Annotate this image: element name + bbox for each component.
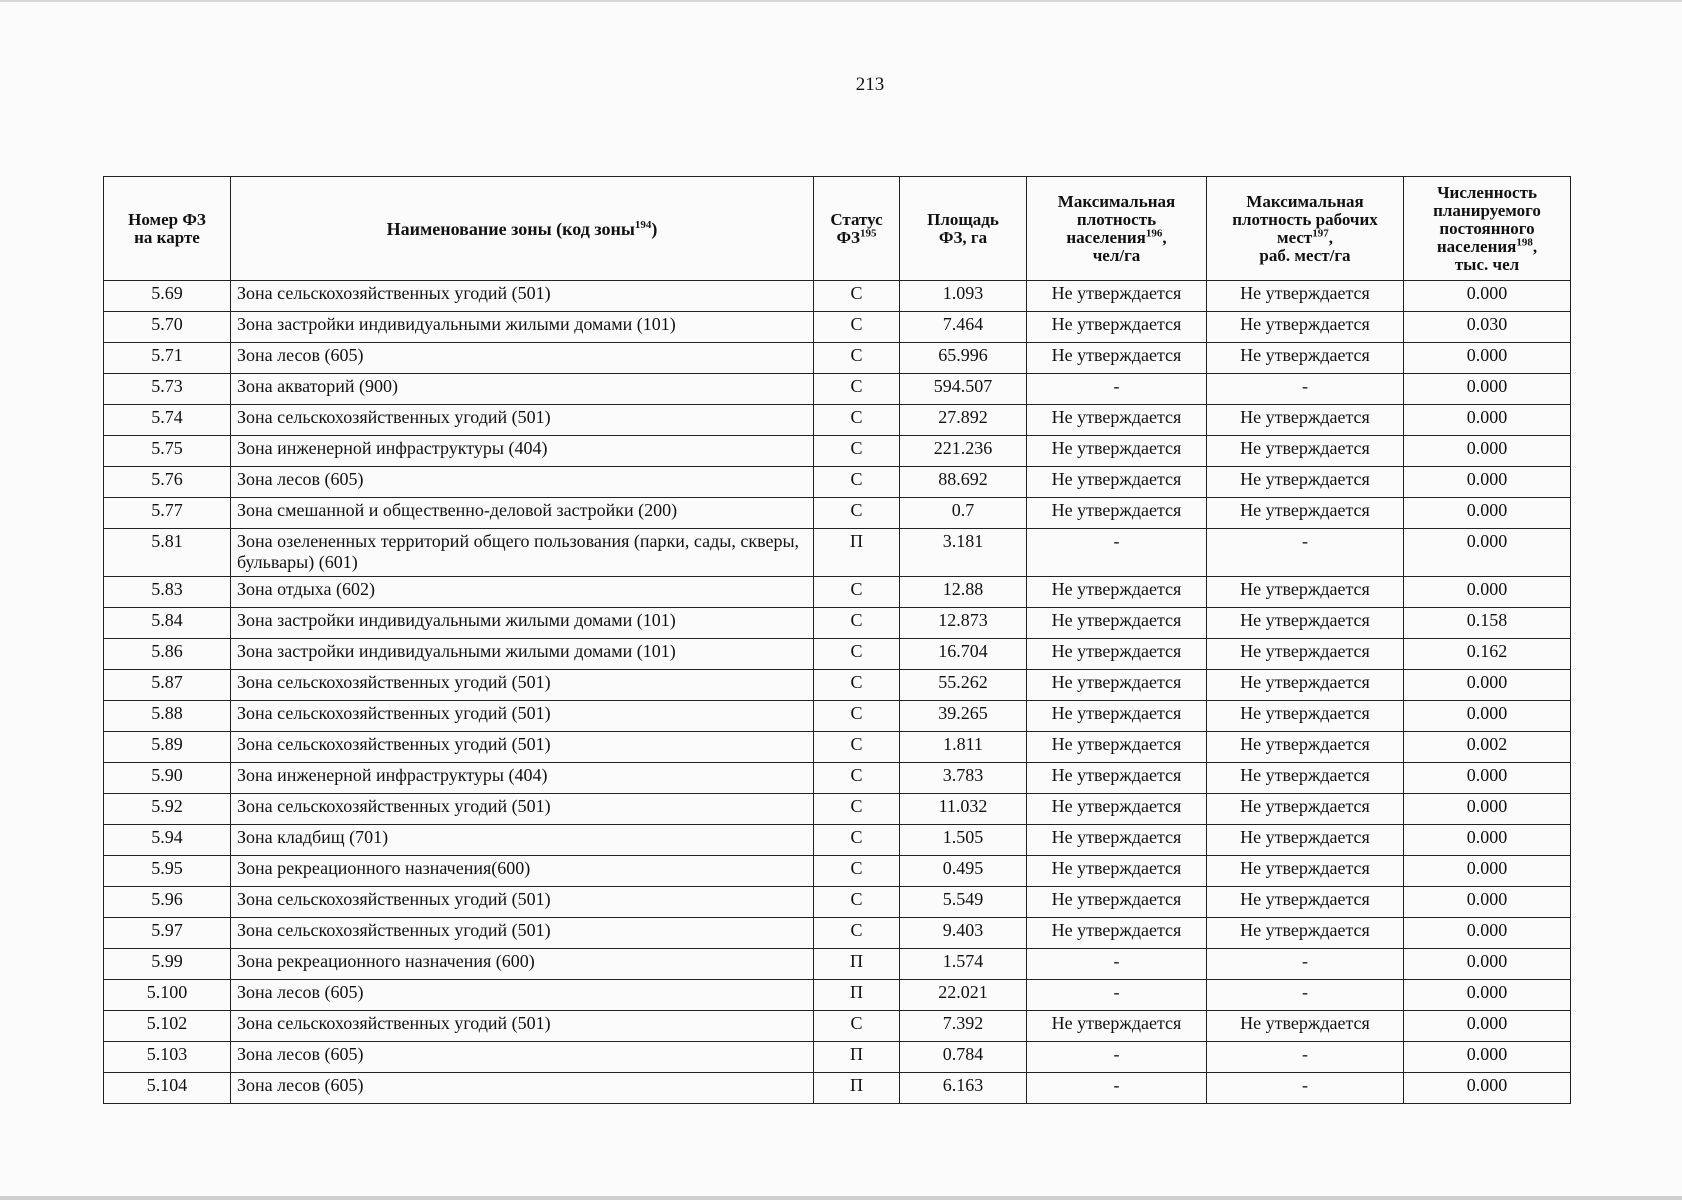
cell-zone-name: Зона инженерной инфраструктуры (404)	[231, 763, 814, 794]
cell-pop-density: -	[1027, 980, 1207, 1011]
table-row	[104, 343, 1571, 374]
cell-job-density: -	[1207, 529, 1404, 577]
table-row	[104, 670, 1571, 701]
cell-area: 55.262	[900, 670, 1027, 701]
cell-number: 5.97	[104, 918, 231, 949]
cell-status: С	[814, 467, 900, 498]
cell-zone-name: Зона рекреационного назначения(600)	[231, 856, 814, 887]
table-row	[104, 856, 1571, 887]
cell-zone-name: Зона сельскохозяйственных угодий (501)	[231, 794, 814, 825]
cell-pop-density: Не утверждается	[1027, 794, 1207, 825]
cell-status: С	[814, 887, 900, 918]
cell-number: 5.74	[104, 405, 231, 436]
cell-area: 65.996	[900, 343, 1027, 374]
cell-number: 5.88	[104, 701, 231, 732]
cell-area: 88.692	[900, 467, 1027, 498]
table-row	[104, 374, 1571, 405]
cell-pop-density: -	[1027, 949, 1207, 980]
cell-number: 5.104	[104, 1073, 231, 1104]
cell-status: С	[814, 639, 900, 670]
cell-area: 27.892	[900, 405, 1027, 436]
cell-job-density: -	[1207, 980, 1404, 1011]
cell-status: С	[814, 732, 900, 763]
cell-population: 0.000	[1404, 436, 1571, 467]
cell-status: П	[814, 529, 900, 577]
cell-number: 5.73	[104, 374, 231, 405]
cell-pop-density: Не утверждается	[1027, 670, 1207, 701]
table-header-row	[104, 177, 1571, 281]
cell-pop-density: Не утверждается	[1027, 577, 1207, 608]
scan-edge-top	[0, 0, 1682, 2]
cell-population: 0.000	[1404, 1011, 1571, 1042]
cell-area: 1.574	[900, 949, 1027, 980]
cell-population: 0.162	[1404, 639, 1571, 670]
table-row	[104, 529, 1571, 577]
cell-status: С	[814, 701, 900, 732]
table-row	[104, 1042, 1571, 1073]
zones-table	[103, 176, 1571, 1104]
cell-status: С	[814, 312, 900, 343]
cell-pop-density: Не утверждается	[1027, 701, 1207, 732]
cell-population: 0.000	[1404, 281, 1571, 312]
cell-zone-name: Зона сельскохозяйственных угодий (501)	[231, 918, 814, 949]
table-row	[104, 980, 1571, 1011]
cell-status: С	[814, 577, 900, 608]
cell-pop-density: Не утверждается	[1027, 436, 1207, 467]
cell-job-density: -	[1207, 949, 1404, 980]
table-row	[104, 1073, 1571, 1104]
cell-zone-name: Зона озелененных территорий общего пользования (парки, сады, скверы, бульвары) (601)	[231, 529, 814, 577]
cell-population: 0.000	[1404, 529, 1571, 577]
table-row	[104, 949, 1571, 980]
cell-job-density: Не утверждается	[1207, 639, 1404, 670]
cell-pop-density: Не утверждается	[1027, 312, 1207, 343]
cell-job-density: Не утверждается	[1207, 498, 1404, 529]
cell-job-density: Не утверждается	[1207, 343, 1404, 374]
cell-area: 11.032	[900, 794, 1027, 825]
cell-number: 5.69	[104, 281, 231, 312]
cell-area: 12.88	[900, 577, 1027, 608]
cell-area: 1.093	[900, 281, 1027, 312]
cell-pop-density: -	[1027, 1042, 1207, 1073]
table-row	[104, 825, 1571, 856]
cell-zone-name: Зона акваторий (900)	[231, 374, 814, 405]
cell-zone-name: Зона инженерной инфраструктуры (404)	[231, 436, 814, 467]
cell-job-density: Не утверждается	[1207, 825, 1404, 856]
cell-status: С	[814, 374, 900, 405]
cell-area: 594.507	[900, 374, 1027, 405]
cell-status: С	[814, 856, 900, 887]
cell-job-density: Не утверждается	[1207, 436, 1404, 467]
cell-status: П	[814, 1073, 900, 1104]
table-row	[104, 639, 1571, 670]
table-row	[104, 918, 1571, 949]
cell-job-density: Не утверждается	[1207, 1011, 1404, 1042]
cell-job-density: Не утверждается	[1207, 887, 1404, 918]
cell-number: 5.81	[104, 529, 231, 577]
cell-population: 0.158	[1404, 608, 1571, 639]
cell-area: 12.873	[900, 608, 1027, 639]
cell-zone-name: Зона лесов (605)	[231, 467, 814, 498]
cell-pop-density: Не утверждается	[1027, 732, 1207, 763]
cell-area: 1.505	[900, 825, 1027, 856]
cell-pop-density: Не утверждается	[1027, 918, 1207, 949]
cell-number: 5.83	[104, 577, 231, 608]
cell-area: 9.403	[900, 918, 1027, 949]
cell-zone-name: Зона рекреационного назначения (600)	[231, 949, 814, 980]
cell-population: 0.000	[1404, 763, 1571, 794]
cell-job-density: -	[1207, 374, 1404, 405]
cell-area: 6.163	[900, 1073, 1027, 1104]
cell-pop-density: Не утверждается	[1027, 763, 1207, 794]
cell-area: 16.704	[900, 639, 1027, 670]
cell-number: 5.71	[104, 343, 231, 374]
cell-population: 0.000	[1404, 980, 1571, 1011]
cell-job-density: Не утверждается	[1207, 732, 1404, 763]
cell-population: 0.000	[1404, 405, 1571, 436]
cell-status: С	[814, 825, 900, 856]
cell-zone-name: Зона сельскохозяйственных угодий (501)	[231, 701, 814, 732]
table-row	[104, 794, 1571, 825]
cell-pop-density: Не утверждается	[1027, 467, 1207, 498]
cell-population: 0.000	[1404, 1042, 1571, 1073]
cell-area: 3.181	[900, 529, 1027, 577]
cell-population: 0.000	[1404, 887, 1571, 918]
cell-job-density: Не утверждается	[1207, 281, 1404, 312]
cell-status: С	[814, 405, 900, 436]
cell-zone-name: Зона застройки индивидуальными жилыми домами (101)	[231, 639, 814, 670]
cell-pop-density: -	[1027, 374, 1207, 405]
table-row	[104, 732, 1571, 763]
cell-job-density: Не утверждается	[1207, 312, 1404, 343]
cell-population: 0.002	[1404, 732, 1571, 763]
cell-pop-density: Не утверждается	[1027, 825, 1207, 856]
cell-number: 5.70	[104, 312, 231, 343]
table-row	[104, 498, 1571, 529]
cell-job-density: Не утверждается	[1207, 763, 1404, 794]
cell-status: С	[814, 343, 900, 374]
cell-population: 0.000	[1404, 825, 1571, 856]
cell-status: С	[814, 498, 900, 529]
cell-number: 5.86	[104, 639, 231, 670]
cell-number: 5.84	[104, 608, 231, 639]
cell-zone-name: Зона сельскохозяйственных угодий (501)	[231, 1011, 814, 1042]
cell-zone-name: Зона сельскохозяйственных угодий (501)	[231, 281, 814, 312]
table-row	[104, 312, 1571, 343]
cell-population: 0.030	[1404, 312, 1571, 343]
cell-pop-density: Не утверждается	[1027, 498, 1207, 529]
cell-number: 5.87	[104, 670, 231, 701]
cell-area: 0.784	[900, 1042, 1027, 1073]
cell-area: 0.7	[900, 498, 1027, 529]
cell-zone-name: Зона лесов (605)	[231, 343, 814, 374]
cell-pop-density: Не утверждается	[1027, 856, 1207, 887]
cell-population: 0.000	[1404, 794, 1571, 825]
header-population: Численность планируемого постоянного населения$^{198}$, тыс. чел	[1404, 177, 1571, 281]
cell-pop-density: Не утверждается	[1027, 608, 1207, 639]
cell-pop-density: -	[1027, 1073, 1207, 1104]
cell-zone-name: Зона сельскохозяйственных угодий (501)	[231, 887, 814, 918]
cell-area: 1.811	[900, 732, 1027, 763]
cell-zone-name: Зона застройки индивидуальными жилыми домами (101)	[231, 312, 814, 343]
cell-status: С	[814, 670, 900, 701]
cell-status: П	[814, 949, 900, 980]
cell-job-density: Не утверждается	[1207, 701, 1404, 732]
cell-zone-name: Зона лесов (605)	[231, 980, 814, 1011]
cell-job-density: Не утверждается	[1207, 405, 1404, 436]
cell-zone-name: Зона смешанной и общественно-деловой застройки (200)	[231, 498, 814, 529]
cell-status: С	[814, 918, 900, 949]
cell-number: 5.90	[104, 763, 231, 794]
cell-population: 0.000	[1404, 918, 1571, 949]
cell-area: 39.265	[900, 701, 1027, 732]
cell-job-density: -	[1207, 1042, 1404, 1073]
cell-zone-name: Зона кладбищ (701)	[231, 825, 814, 856]
cell-zone-name: Зона отдыха (602)	[231, 577, 814, 608]
cell-population: 0.000	[1404, 374, 1571, 405]
table-row	[104, 281, 1571, 312]
cell-number: 5.77	[104, 498, 231, 529]
cell-status: С	[814, 1011, 900, 1042]
header-status: Статус ФЗ$^{195}$	[814, 177, 900, 281]
cell-job-density: Не утверждается	[1207, 608, 1404, 639]
cell-number: 5.75	[104, 436, 231, 467]
cell-pop-density: Не утверждается	[1027, 639, 1207, 670]
table-row	[104, 701, 1571, 732]
table-row	[104, 1011, 1571, 1042]
cell-zone-name: Зона застройки индивидуальными жилыми домами (101)	[231, 608, 814, 639]
cell-area: 0.495	[900, 856, 1027, 887]
cell-job-density: Не утверждается	[1207, 467, 1404, 498]
table-row	[104, 608, 1571, 639]
table-row	[104, 763, 1571, 794]
cell-pop-density: Не утверждается	[1027, 405, 1207, 436]
cell-number: 5.92	[104, 794, 231, 825]
cell-status: С	[814, 794, 900, 825]
table-row	[104, 467, 1571, 498]
cell-population: 0.000	[1404, 577, 1571, 608]
table-body	[104, 281, 1571, 1104]
cell-status: П	[814, 980, 900, 1011]
cell-job-density: Не утверждается	[1207, 918, 1404, 949]
cell-population: 0.000	[1404, 701, 1571, 732]
cell-pop-density: Не утверждается	[1027, 1011, 1207, 1042]
cell-population: 0.000	[1404, 1073, 1571, 1104]
table-row	[104, 887, 1571, 918]
header-job-density: Максимальная плотность рабочих мест$^{197}$, раб. мест/га	[1207, 177, 1404, 281]
cell-number: 5.100	[104, 980, 231, 1011]
cell-status: С	[814, 608, 900, 639]
cell-number: 5.96	[104, 887, 231, 918]
cell-area: 22.021	[900, 980, 1027, 1011]
cell-number: 5.102	[104, 1011, 231, 1042]
cell-number: 5.103	[104, 1042, 231, 1073]
cell-pop-density: Не утверждается	[1027, 281, 1207, 312]
cell-population: 0.000	[1404, 670, 1571, 701]
cell-status: С	[814, 281, 900, 312]
cell-area: 5.549	[900, 887, 1027, 918]
cell-job-density: Не утверждается	[1207, 856, 1404, 887]
cell-zone-name: Зона сельскохозяйственных угодий (501)	[231, 670, 814, 701]
cell-population: 0.000	[1404, 949, 1571, 980]
cell-job-density: Не утверждается	[1207, 794, 1404, 825]
cell-pop-density: -	[1027, 529, 1207, 577]
table-row	[104, 577, 1571, 608]
cell-area: 7.464	[900, 312, 1027, 343]
scan-edge-bottom	[0, 1196, 1682, 1200]
cell-area: 7.392	[900, 1011, 1027, 1042]
cell-population: 0.000	[1404, 856, 1571, 887]
cell-number: 5.89	[104, 732, 231, 763]
cell-job-density: Не утверждается	[1207, 670, 1404, 701]
cell-status: С	[814, 763, 900, 794]
cell-population: 0.000	[1404, 343, 1571, 374]
header-pop-density: Максимальная плотность населения$^{196}$, чел/га	[1027, 177, 1207, 281]
cell-zone-name: Зона лесов (605)	[231, 1073, 814, 1104]
cell-zone-name: Зона сельскохозяйственных угодий (501)	[231, 732, 814, 763]
header-area: Площадь ФЗ, га	[900, 177, 1027, 281]
cell-number: 5.99	[104, 949, 231, 980]
cell-area: 3.783	[900, 763, 1027, 794]
cell-number: 5.95	[104, 856, 231, 887]
cell-status: П	[814, 1042, 900, 1073]
cell-number: 5.76	[104, 467, 231, 498]
table-row	[104, 436, 1571, 467]
cell-area: 221.236	[900, 436, 1027, 467]
cell-population: 0.000	[1404, 498, 1571, 529]
cell-zone-name: Зона сельскохозяйственных угодий (501)	[231, 405, 814, 436]
cell-zone-name: Зона лесов (605)	[231, 1042, 814, 1073]
cell-status: С	[814, 436, 900, 467]
cell-job-density: -	[1207, 1073, 1404, 1104]
cell-number: 5.94	[104, 825, 231, 856]
cell-population: 0.000	[1404, 467, 1571, 498]
cell-pop-density: Не утверждается	[1027, 887, 1207, 918]
table-row	[104, 405, 1571, 436]
cell-pop-density: Не утверждается	[1027, 343, 1207, 374]
cell-job-density: Не утверждается	[1207, 577, 1404, 608]
header-number: Номер ФЗ на карте	[104, 177, 231, 281]
header-name: Наименование зоны (код зоны$^{194}$)	[231, 177, 814, 281]
page-number: 213	[855, 74, 885, 95]
